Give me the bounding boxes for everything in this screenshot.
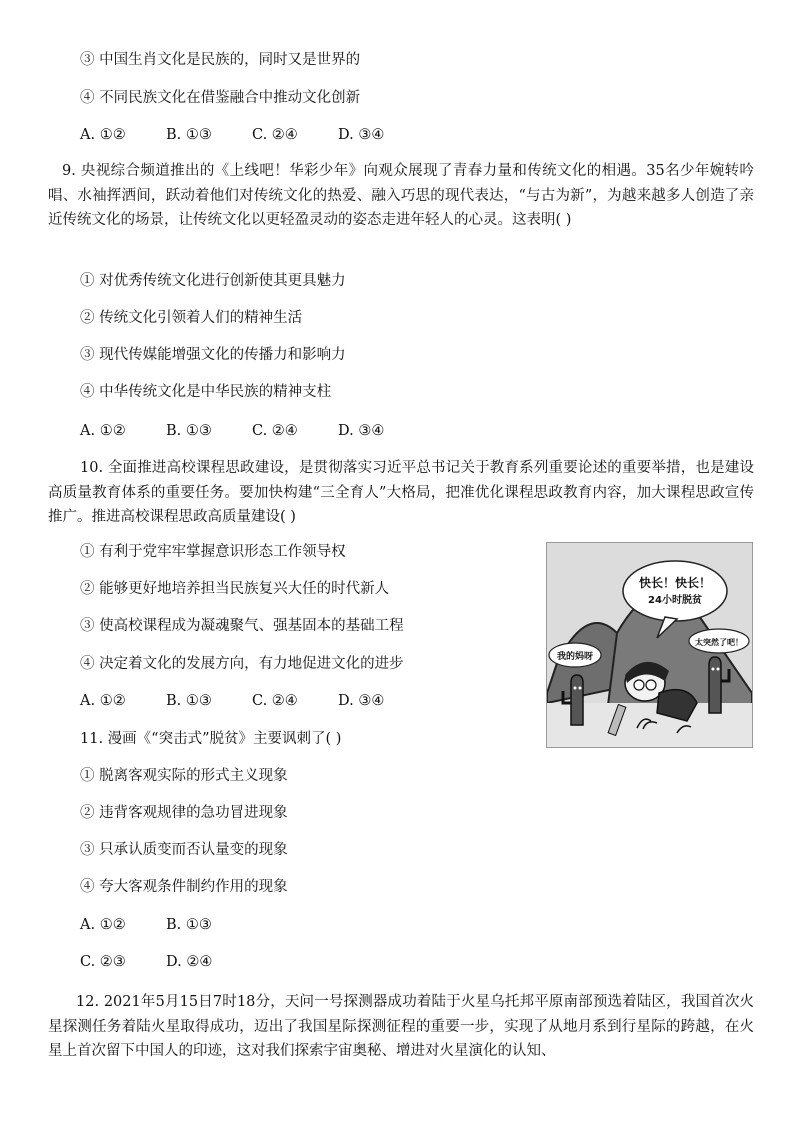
choice-c: C. ②③ xyxy=(80,954,126,970)
q10-option-1: ① 有利于党牢牢掌握意识形态工作领导权 xyxy=(80,544,346,560)
choice-a: A. ①② xyxy=(80,917,126,933)
choice-d: D. ②④ xyxy=(166,954,213,970)
cartoon-bubble-1-line-1: 快长！快长！ xyxy=(638,576,712,590)
choice-c: C. ②④ xyxy=(252,127,298,143)
choice-c: C. ②④ xyxy=(252,693,298,709)
q11-answer-choices-row-1 xyxy=(80,915,212,935)
q11-answer-choices-row-2 xyxy=(80,952,212,972)
choice-d: D. ③④ xyxy=(338,423,385,439)
q10-option-3: ③ 使高校课程成为凝魂聚气、强基固本的基础工程 xyxy=(80,618,404,634)
cartoon-bubble-1-line-2: 24小时脱贫 xyxy=(648,595,702,606)
q10-stem: 10. 全面推进高校课程思政建设，是贯彻落实习近平总书记关于教育系列重要论述的重要举措，也是建设高质量教育体系的重要任务。要加快构建“三全育人”大格局，把准优化课程思政教育内容，加大课程思政宣传推广。推进高校课程思政高质量建设( ) xyxy=(48,460,754,525)
q8-option-3: ③ 中国生肖文化是民族的，同时又是世界的 xyxy=(80,52,361,68)
q9-answer-choices xyxy=(80,421,384,441)
q10-option-2: ② 能够更好地培养担当民族复兴大任的时代新人 xyxy=(80,581,390,597)
q8-answer-choices xyxy=(80,125,384,145)
q8-option-4: ④ 不同民族文化在借鉴融合中推动文化创新 xyxy=(80,90,361,106)
choice-d: D. ③④ xyxy=(338,127,385,143)
cartoon-illustration xyxy=(547,543,752,747)
q11-option-4: ④ 夸大客观条件制约作用的现象 xyxy=(80,879,288,895)
choice-a: A. ①② xyxy=(80,693,126,709)
q11-option-1: ① 脱离客观实际的形式主义现象 xyxy=(80,768,288,784)
q10-option-4: ④ 决定着文化的发展方向，有力地促进文化的进步 xyxy=(80,656,404,672)
q9-option-3: ③ 现代传媒能增强文化的传播力和影响力 xyxy=(80,347,346,363)
choice-b: B. ①③ xyxy=(166,917,212,933)
choice-a: A. ①② xyxy=(80,423,126,439)
q10-answer-choices xyxy=(80,691,384,711)
cartoon-bubble-3: 太突然了吧！ xyxy=(695,638,743,647)
q11-option-2: ② 违背客观规律的急功冒进现象 xyxy=(80,805,288,821)
q12-stem: 12. 2021年5月15日7时18分，天问一号探测器成功着陆于火星乌托邦平原南部预选着陆区，我国首次火星探测任务着陆火星取得成功，迈出了我国星际探测征程的重要一步，实现了从地月系到行星际的跨越，在火星上首次留下中国人的印迹，这对我们探索宇宙奥秘、增进对火星演化的认知、 xyxy=(48,994,754,1059)
choice-d: D. ③④ xyxy=(338,693,385,709)
q9-option-2: ② 传统文化引领着人们的精神生活 xyxy=(80,310,303,326)
choice-b: B. ①③ xyxy=(166,693,212,709)
q11-stem: 11. 漫画《“突击式”脱贫》主要讽刺了( ) xyxy=(80,731,342,747)
choice-b: B. ①③ xyxy=(166,423,212,439)
cartoon-bubble-2: 我的妈呀 xyxy=(556,652,594,662)
choice-a: A. ①② xyxy=(80,127,126,143)
choice-b: B. ①③ xyxy=(166,127,212,143)
q9-option-4: ④ 中华传统文化是中华民族的精神支柱 xyxy=(80,384,332,400)
cartoon-image xyxy=(546,542,753,748)
q11-option-3: ③ 只承认质变而否认量变的现象 xyxy=(80,842,288,858)
q9-stem: 9. 央视综合频道推出的《上线吧！华彩少年》向观众展现了青春力量和传统文化的相遇。35名少年婉转吟唱、水袖挥洒间，跃动着他们对传统文化的热爱、融入巧思的现代表达，“与古为新”，为越来越多人创造了亲近传统文化的场景，让传统文化以更轻盈灵动的姿态走进年轻人的心灵。这表明( ) xyxy=(48,163,754,228)
q9-option-1: ① 对优秀传统文化进行创新使其更具魅力 xyxy=(80,273,346,289)
choice-c: C. ②④ xyxy=(252,423,298,439)
